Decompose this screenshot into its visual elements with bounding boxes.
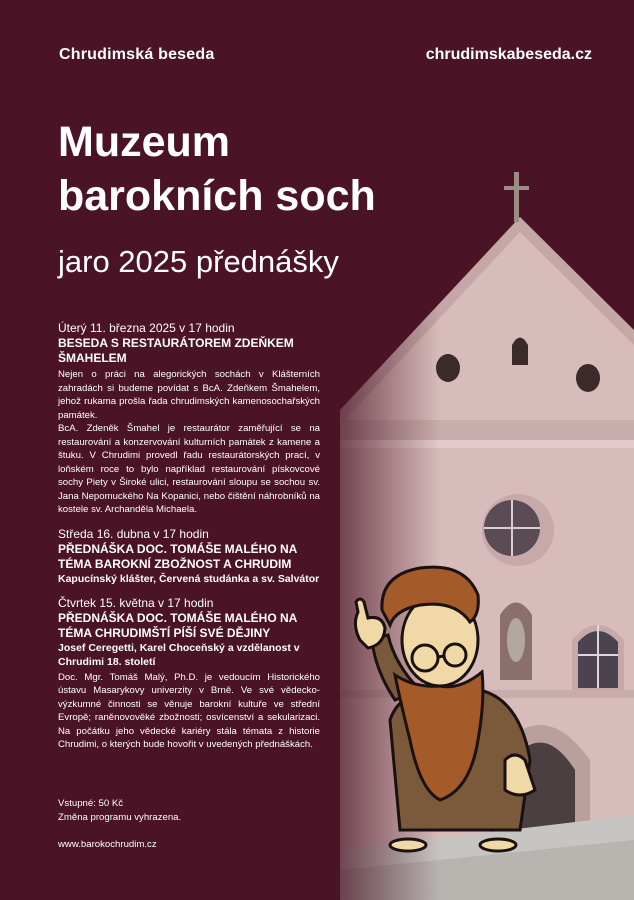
event-heading: PŘEDNÁŠKA DOC. TOMÁŠE MALÉHO NA TÉMA BAROKNÍ ZBOŽNOST A CHRUDIM xyxy=(58,541,297,571)
poster-title xyxy=(58,115,376,223)
event-date: Středa 16. dubna v 17 hodin xyxy=(58,526,209,541)
event-paragraph: Nejen o práci na alegorických sochách v Klášterních zahradách si budeme povídat s BcA. Zdeňkem Šmahelem, jehož rukama prošla řada chrudimských kamenosochařských památek. xyxy=(58,369,320,421)
title-line-1: Muzeum xyxy=(58,118,230,166)
event-date: Úterý 11. března 2025 v 17 hodin xyxy=(58,321,235,335)
event-subheading: Kapucínský klášter, Červená studánka a sv. Salvátor xyxy=(58,572,320,585)
event-date: Čtvrtek 15. května v 17 hodin xyxy=(58,595,214,610)
event-paragraph: Doc. Mgr. Tomáš Malý, Ph.D. je vedoucím Historického ústavu Masarykovy univerzity v Brně. Ve své vědecko-výzkumné činnosti se věnuje barokní kultuře ve střední Evropě; raněnovověké zbožnosti; osvícenství a sekularizaci. Na počátku jeho vědecké kariéry stála témata z historie Chrudimi, o kterých bude hovořit v uvedených přednáškách. xyxy=(58,671,320,750)
event-description xyxy=(58,368,320,517)
event-2 xyxy=(58,527,320,586)
event-3 xyxy=(58,596,320,752)
footer-info xyxy=(58,797,181,825)
event-1 xyxy=(58,321,320,517)
poster-subtitle: jaro 2025 přednášky xyxy=(58,244,339,279)
website-link[interactable]: chrudimskabeseda.cz xyxy=(425,46,592,63)
event-paragraph: BcA. Zdeněk Šmahel je restaurátor zaměřující se na restaurování a konzervování kulturních památek z kamene a štuku. V Chrudimi provedl řadu restaurátorských prací, v loňském roce to bylo například restaurování pískovcové sochy Piety v Široké ulici, restaurování sloupu se sochou sv. Jana Nepomuckého Na Kopanici, nebo čištění náhrobníků na kostele sv. Archanděla Michaela. xyxy=(58,423,320,515)
footer-url[interactable]: www.barokochrudim.cz xyxy=(58,839,157,850)
admission-price: Vstupné: 50 Kč xyxy=(58,798,124,809)
event-list xyxy=(58,321,320,762)
event-heading: BESEDA S RESTAURÁTOREM ZDEŇKEM ŠMAHELEM xyxy=(58,336,294,365)
event-subheading: Josef Ceregetti, Karel Choceňský a vzdělanost v Chrudimi 18. století xyxy=(58,641,300,668)
title-line-2: barokních soch xyxy=(58,172,376,220)
event-heading: PŘEDNÁŠKA DOC. TOMÁŠE MALÉHO NA TÉMA CHRUDIMŠTÍ PÍŠÍ SVÉ DĚJINY xyxy=(58,610,297,640)
brand-logo: Chrudimská beseda xyxy=(59,46,215,63)
event-description xyxy=(58,671,320,752)
program-note: Změna programu vyhrazena. xyxy=(58,812,182,823)
